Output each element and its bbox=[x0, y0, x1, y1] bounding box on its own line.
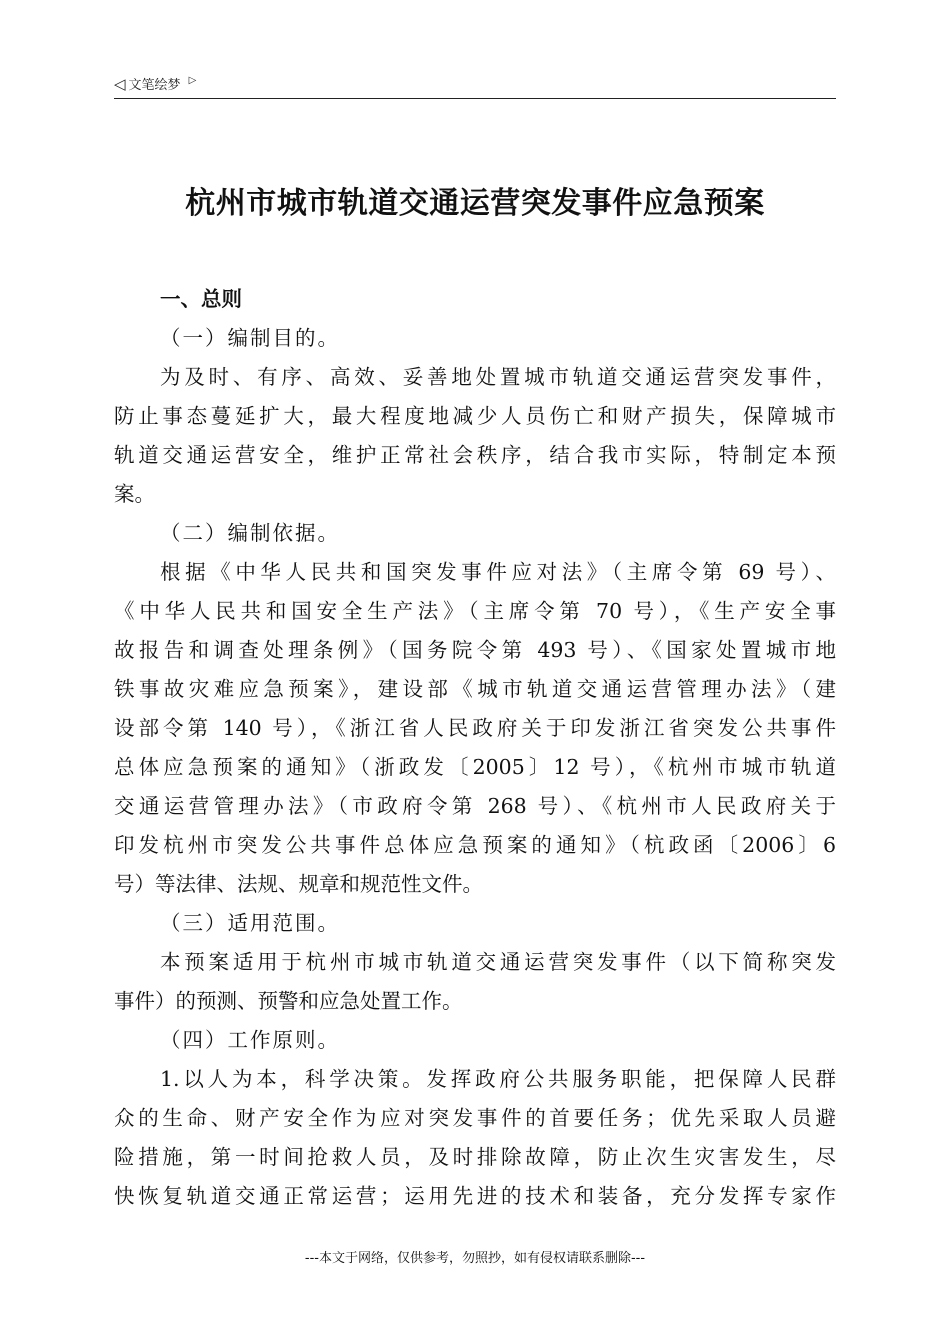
header-brand bbox=[114, 74, 196, 93]
footer-disclaimer: ---本文于网络，仅供参考，勿照抄，如有侵权请联系删除--- bbox=[304, 1251, 646, 1266]
document-title: 杭州市城市轨道交通运营突发事件应急预案 bbox=[185, 186, 765, 221]
paragraph-line: 《中华人民共和国安全生产法》（主席令第 70 号），《生产安全事 bbox=[114, 599, 836, 623]
paragraph-line: 印发杭州市突发公共事件总体应急预案的通知》（杭政函〔2006〕6 bbox=[114, 833, 836, 857]
triangle-left-icon: ◁ bbox=[114, 74, 126, 93]
header-brand-text: 文笔绘梦 bbox=[128, 78, 181, 93]
paragraph-line: 故报告和调查处理条例》（国务院令第 493 号）、《国家处置城市地 bbox=[114, 638, 836, 662]
paragraph-line: 总体应急预案的通知》（浙政发〔2005〕12 号），《杭州市城市轨道 bbox=[114, 755, 836, 779]
paragraph-line: 轨道交通运营安全，维护正常社会秩序，结合我市实际，特制定本预 bbox=[114, 443, 836, 467]
paragraph-line: 众的生命、财产安全作为应对突发事件的首要任务；优先采取人员避 bbox=[114, 1106, 836, 1130]
paragraph-line: 事件）的预测、预警和应急处置工作。 bbox=[114, 989, 463, 1013]
subsection-heading-principles: （四）工作原则。 bbox=[160, 1028, 340, 1052]
subsection-heading-purpose: （一）编制目的。 bbox=[160, 326, 340, 350]
document-body bbox=[114, 280, 836, 1216]
paragraph-line: 设部令第 140 号），《浙江省人民政府关于印发浙江省突发公共事件 bbox=[114, 716, 836, 740]
subsection-heading-basis: （二）编制依据。 bbox=[160, 521, 340, 545]
section-heading-general: 一、总则 bbox=[160, 287, 242, 311]
paragraph-line: 根据《中华人民共和国突发事件应对法》（主席令第 69 号）、 bbox=[160, 560, 836, 584]
paragraph-line: 为及时、有序、高效、妥善地处置城市轨道交通运营突发事件， bbox=[160, 365, 836, 389]
paragraph-line: 防止事态蔓延扩大，最大程度地减少人员伤亡和财产损失，保障城市 bbox=[114, 404, 836, 428]
paragraph-line: 交通运营管理办法》（市政府令第 268 号）、《杭州市人民政府关于 bbox=[114, 794, 836, 818]
paragraph-line: 号）等法律、法规、规章和规范性文件。 bbox=[114, 872, 483, 896]
paragraph-line: 铁事故灾难应急预案》，建设部《城市轨道交通运营管理办法》（建 bbox=[114, 677, 836, 701]
paragraph-line: 1.以人为本，科学决策。发挥政府公共服务职能，把保障人民群 bbox=[160, 1067, 836, 1091]
paragraph-line: 案。 bbox=[114, 482, 155, 506]
triangle-right-icon: ▷ bbox=[188, 75, 197, 86]
page-header bbox=[114, 70, 836, 99]
subsection-heading-scope: （三）适用范围。 bbox=[160, 911, 340, 935]
paragraph-line: 险措施，第一时间抢救人员，及时排除故障，防止次生灾害发生，尽 bbox=[114, 1145, 836, 1169]
paragraph-line: 快恢复轨道交通正常运营；运用先进的技术和装备，充分发挥专家作 bbox=[114, 1184, 836, 1208]
paragraph-line: 本预案适用于杭州市城市轨道交通运营突发事件（以下简称突发 bbox=[160, 950, 836, 974]
